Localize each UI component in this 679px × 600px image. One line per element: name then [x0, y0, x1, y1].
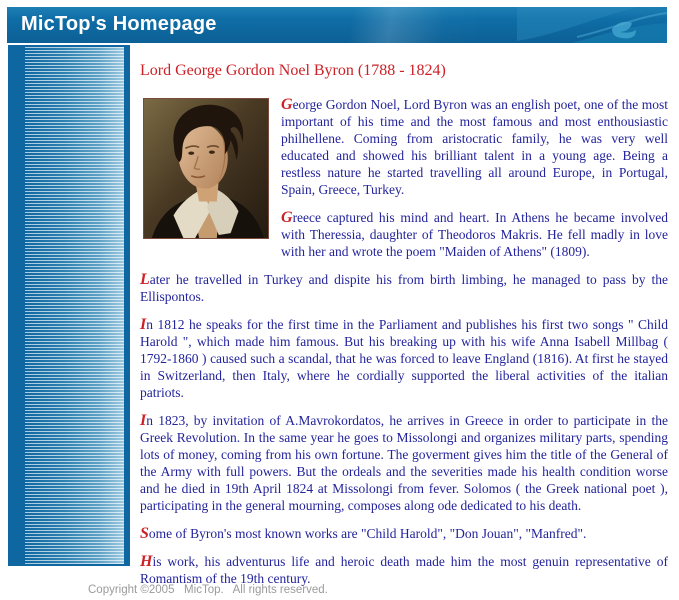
dropcap-6: S: [140, 525, 149, 542]
article: [140, 62, 668, 598]
sidebar-stripe-panel: [8, 45, 130, 566]
paragraph-4: [140, 316, 668, 401]
paragraph-4-text: n 1812 he speaks for the first time in the Parliament and publishes his first two songs " Child Harold ", which made him famous. But his breaking up with his wife Anna Isabell Millbag ( 1792-1860 ) caused such a scandal, that he was forced to leave England (1816). At first he stayed in Switzerland, then Italy, where he cordially supported the liberal activities of the italian patriots.: [140, 317, 668, 400]
paragraph-5-text: n 1823, by invitation of A.Mavrokordatos, he arrives in Greece in order to participate in the Greek Revolution. In the same year he goes to Missolongi and organizes military parts, spending lots of money, coming from his own fortune. The goverment gives him the title of the General of the Army with full powers. But the ordeals and the severities made his health condition worse and he died in 19th April 1824 at Missolongi from fever. Solomos ( the Greek national poet ), participating in the general mourning, composes along ode dedicated to his death.: [140, 413, 668, 513]
dropcap-3: L: [140, 271, 150, 288]
copyright-notice: Copyright ©2005 MicTop. All rights reserved.: [88, 584, 328, 596]
dropcap-4: I: [140, 316, 147, 333]
dropcap-1: G: [281, 96, 293, 113]
site-title: MicTop's Homepage: [21, 13, 217, 35]
paragraph-6: [140, 525, 668, 542]
sidebar-stripes-pattern: [25, 47, 124, 564]
paragraph-1-text: eorge Gordon Noel, Lord Byron was an english poet, one of the most important of his time and the most famous and most enthousiastic philhellene. Coming from aristocratic family, he was very well educated and showed his brilliant talent in a young age. Being a restless nature he started travelling all around Europe, in Portugal, Spain, Greece, Turkey.: [281, 97, 668, 197]
paragraph-2-text: reece captured his mind and heart. In Athens he became involved with Theressia, daughter of Theodoros Makris. He fell madly in love with her and wrote the poem "Maiden of Athens" (1809).: [281, 210, 668, 259]
paragraph-7: [140, 553, 668, 587]
article-title: Lord George Gordon Noel Byron (1788 - 1824): [140, 62, 446, 79]
dropcap-7: H: [140, 553, 153, 570]
paragraph-6-text: ome of Byron's most known works are "Child Harold", "Don Jouan", "Manfred".: [148, 526, 587, 541]
swoosh-decoration-icon: [517, 7, 667, 43]
paragraph-3: [140, 271, 668, 305]
header-banner: [7, 7, 667, 43]
byron-portrait-image: [143, 98, 269, 239]
paragraph-5: [140, 412, 668, 514]
dropcap-5: I: [140, 412, 147, 429]
dropcap-2: G: [281, 209, 293, 226]
paragraph-3-text: ater he travelled in Turkey and dispite his from birth limbing, he managed to pass by the Ellispontos.: [140, 272, 668, 304]
paragraph-7-text: is work, his adventurus life and heroic death made him the most genuin representative of Romantism of the 19th century.: [140, 554, 668, 586]
